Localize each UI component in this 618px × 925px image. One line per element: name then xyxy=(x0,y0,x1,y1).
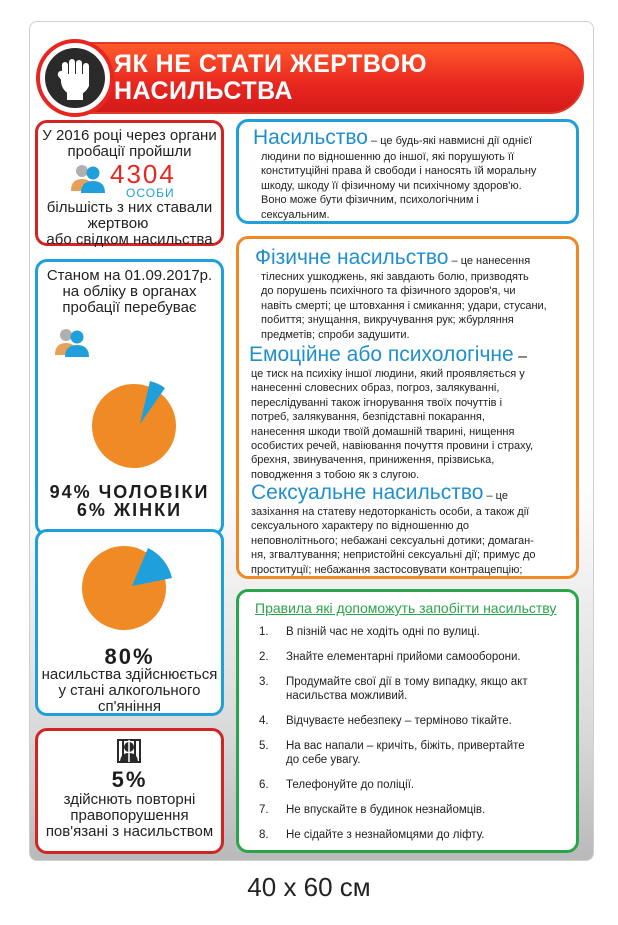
rules-card xyxy=(236,589,579,853)
rule-text: Знайте елементарні прийоми самооборони. xyxy=(286,651,521,663)
prisoner-icon xyxy=(117,739,141,768)
stat-repeat-line2: правопорушення xyxy=(70,807,189,824)
violence-definition-line: Воно може бути фізичним, психологічним і xyxy=(261,194,479,207)
stat-women: 6% ЖІНКИ xyxy=(76,500,183,520)
rule-number: 3. xyxy=(259,676,269,688)
stat-repeat-value: 5% xyxy=(111,767,148,792)
emotional-line: потреб, залякування, безпідставні покарання, xyxy=(251,411,485,424)
stat-2017-line3: пробації перебуває xyxy=(62,299,197,316)
rule-text: В пізній час не ходіть одні по вулиці. xyxy=(286,626,480,638)
stat-repeat-line1: здійснють повторні xyxy=(63,791,196,808)
raised-fist-icon xyxy=(45,48,105,108)
rule-text: насильства можливий. xyxy=(286,690,408,702)
size-caption: 40 х 60 см xyxy=(247,872,371,902)
emotional-heading xyxy=(249,343,579,367)
stat-2016-unit: ОСОБИ xyxy=(126,186,175,200)
sexual-heading xyxy=(251,481,581,505)
emotional-body xyxy=(251,367,576,482)
violence-definition-card xyxy=(236,119,579,224)
stat-2016-line5: або свідком насильства xyxy=(46,231,213,248)
rule-number: 1. xyxy=(259,626,269,638)
rule-item xyxy=(259,803,559,817)
poster xyxy=(29,21,594,861)
physical-title: Фізичне насильство xyxy=(255,246,449,269)
rules-title: Правила які допоможуть запобігти насильству xyxy=(255,600,557,616)
stat-alcohol-line2: у стані алкогольного xyxy=(58,682,201,699)
stat-alcohol-line1: насильства здійснюється xyxy=(41,666,218,683)
emotional-title: Емоційне або психологічне xyxy=(249,343,514,366)
people-icon xyxy=(55,327,89,362)
stat-alcohol-card xyxy=(35,529,224,716)
sexual-line: проституції; небажання застосовувати контрацепцію; xyxy=(251,563,523,576)
stat-repeat-card xyxy=(35,728,224,854)
rule-item xyxy=(259,739,559,767)
rule-item xyxy=(259,714,559,728)
physical-line: тілесних ушкоджень, які завдають болю, призводять xyxy=(261,271,529,283)
emotional-line: – xyxy=(513,348,528,365)
rule-number: 7. xyxy=(259,804,269,816)
violence-definition-line: конституційні права й свободи і наносять їй моральну xyxy=(261,165,537,178)
sexual-line: ня, згвалтування; непристойні сексуальні дії; примус до xyxy=(251,549,536,562)
rule-number: 2. xyxy=(259,651,269,663)
emotional-line: брехня, звинувачення, приниження, прізвиська, xyxy=(251,454,495,467)
violence-definition-line: шкоду, шкоду її фізичному чи психічному здоров'ю. xyxy=(261,179,522,192)
rule-text: до себе увагу. xyxy=(286,754,361,766)
rule-text: Продумайте свої дії в тому випадку, якщо акт xyxy=(286,676,528,688)
rule-text: Не впускайте в будинок незнайомців. xyxy=(286,804,486,816)
stat-repeat-line3: пов'язані з насильством xyxy=(45,823,214,840)
stat-2017-line2: на обліку в органах xyxy=(62,283,197,300)
physical-body xyxy=(261,270,576,342)
gender-pie-chart xyxy=(90,372,190,477)
page-title: ЯК НЕ СТАТИ ЖЕРТВОЮ НАСИЛЬСТВА xyxy=(114,50,428,105)
physical-line: навіть смерті; це штовхання і смикання; удари, стусани, xyxy=(261,299,547,312)
physical-line: побиття; знущання, викручування рук; жбурляння xyxy=(261,314,514,327)
rule-text: На вас напали – кричіть, біжіть, привертайте xyxy=(286,740,525,752)
sexual-line: – це xyxy=(483,490,508,502)
rule-item xyxy=(259,650,559,664)
stat-2017-card xyxy=(35,259,224,536)
sexual-line: неповнолітнього; небажані сексуальні дотики; домаган- xyxy=(251,534,534,547)
violence-definition-line: людини по відношенню до іншої, які порушують її xyxy=(261,151,515,163)
people-icon xyxy=(71,163,105,198)
stat-2016-line3: більшість з них ставали xyxy=(46,199,213,216)
stat-2016-card xyxy=(35,120,224,246)
emotional-line: переслідуванні також ігнорування твоїх почуттів і xyxy=(251,396,503,409)
rule-item xyxy=(259,625,559,639)
stat-alcohol-line3: сп'яніння xyxy=(98,698,161,715)
emotional-line: нанесенні словесних образ, погроз, залякуванні, xyxy=(251,382,500,395)
violence-definition-heading xyxy=(253,126,573,150)
stat-2016-line2: пробації пройшли xyxy=(67,143,192,160)
sexual-line: сексуального характеру по відношенню до xyxy=(251,520,470,533)
sexual-body xyxy=(251,505,576,577)
stat-alcohol-value: 80% xyxy=(104,644,155,669)
emotional-line: поводження з тобою як з слугою. xyxy=(251,468,420,481)
rule-number: 8. xyxy=(259,829,269,841)
header xyxy=(36,39,589,121)
rule-text: Не сідайте з незнайомцями до ліфту. xyxy=(286,829,485,841)
stat-2017-line1: Станом на 01.09.2017р. xyxy=(46,267,213,284)
rule-item xyxy=(259,778,559,792)
rule-number: 4. xyxy=(259,715,269,727)
stat-2016-line1: У 2016 році через органи xyxy=(42,127,217,144)
physical-line: до порушень психічного та фізичного здоров'я, чи xyxy=(261,285,516,298)
logo xyxy=(36,39,114,117)
stat-men: 94% ЧОЛОВІКИ xyxy=(49,482,210,502)
rule-text: Телефонуйте до поліції. xyxy=(286,779,415,791)
rule-item xyxy=(259,675,559,703)
sexual-title: Сексуальне насильство xyxy=(251,481,484,504)
physical-line: – це нанесення xyxy=(448,255,531,267)
rule-number: 6. xyxy=(259,779,269,791)
violence-types-card xyxy=(236,236,579,579)
rule-text: Відчуваєте небезпеку – терміново тікайте. xyxy=(286,715,512,727)
emotional-line: це тиск на психіку іншої людини, який проявляється у xyxy=(251,368,525,380)
physical-heading xyxy=(255,246,575,270)
pie-slice-men xyxy=(92,384,176,468)
emotional-line: особистих речей, навіювання почуття провини і страху, xyxy=(251,440,534,453)
alcohol-pie-chart xyxy=(82,540,182,645)
violence-definition-title: Насильство xyxy=(253,126,368,149)
rule-item xyxy=(259,828,559,842)
emotional-line: нанесення шкоди твоїй домашній тварині, нищення xyxy=(251,425,515,438)
violence-definition-body xyxy=(261,150,576,222)
violence-definition-line: – це будь-які навмисні дії однієї xyxy=(368,135,533,147)
physical-line: предметів; спроби задушити. xyxy=(261,328,410,341)
stat-2016-count: 4304 xyxy=(110,159,176,189)
rule-number: 5. xyxy=(259,740,269,752)
sexual-line: зазіхання на статеву недоторканість особи, а також дії xyxy=(251,506,530,518)
stat-2016-line4: жертвою xyxy=(87,215,149,232)
violence-definition-line: сексуальним. xyxy=(261,208,330,221)
